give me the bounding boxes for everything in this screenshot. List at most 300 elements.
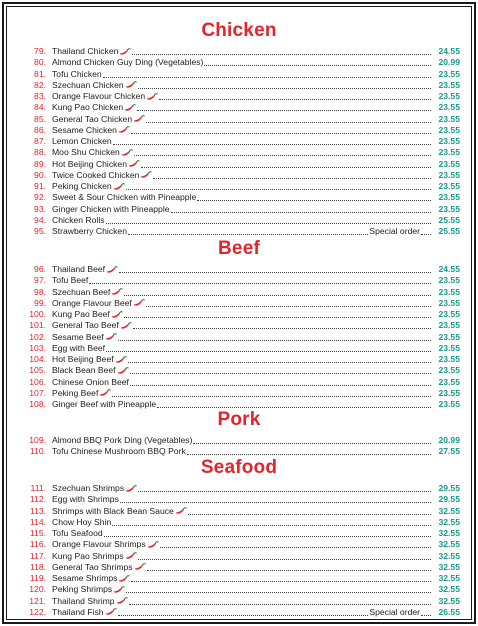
- item-number: 90.: [34, 169, 46, 180]
- menu-item-row: [4, 506, 474, 517]
- chili-pepper-icon: [147, 541, 159, 549]
- menu-item-row: [4, 69, 474, 80]
- item-number: 107.: [29, 387, 46, 398]
- menu-item-row: [4, 332, 474, 343]
- item-price: 23.55: [438, 365, 460, 376]
- chili-pepper-icon: [140, 171, 152, 179]
- section-title-beef: Beef: [218, 238, 260, 259]
- item-number: 99.: [34, 297, 46, 308]
- dot-leader: [119, 266, 431, 273]
- menu-item-row: [4, 354, 474, 365]
- item-line: [52, 365, 432, 376]
- item-price: 32.55: [438, 550, 460, 561]
- item-name: Peking Chicken: [52, 181, 112, 191]
- menu-item-row: [4, 539, 474, 550]
- chili-pepper-icon: [133, 299, 145, 307]
- item-price: 23.55: [438, 203, 460, 214]
- item-number: 121.: [29, 595, 46, 606]
- item-line: [52, 483, 432, 494]
- menu-item-row: [4, 584, 474, 595]
- dot-leader: [103, 71, 431, 78]
- item-note: Special order: [369, 226, 420, 236]
- dot-leader: [113, 138, 431, 145]
- item-number: 101.: [29, 320, 46, 331]
- menu-item-row: [4, 136, 474, 147]
- item-name: Szechuan Shrimps: [52, 483, 125, 493]
- item-name: Tofu Beef: [52, 275, 89, 286]
- item-line: [52, 102, 432, 113]
- item-name: Thailand Chicken: [52, 46, 119, 56]
- item-name: Sesame Chicken: [52, 124, 117, 135]
- item-line: [52, 435, 432, 446]
- dot-leader: [131, 127, 431, 134]
- menu-item-row: [4, 483, 474, 494]
- item-price: 23.55: [438, 68, 460, 79]
- chili-pepper-icon: [146, 93, 158, 101]
- item-line: [52, 69, 432, 80]
- menu-item-row: [4, 204, 474, 215]
- chili-pepper-icon: [121, 149, 133, 157]
- chili-pepper-icon: [116, 597, 128, 605]
- chili-pepper-icon: [105, 608, 117, 616]
- item-number: 115.: [29, 528, 46, 538]
- item-name: Sweet & Sour Chicken with Pineapple: [52, 192, 197, 203]
- item-price: 23.55: [438, 192, 460, 203]
- dot-leader: [153, 172, 431, 179]
- dot-leader: [141, 161, 431, 168]
- chili-pepper-icon: [133, 115, 145, 123]
- dot-leader: [129, 598, 431, 605]
- item-line: [52, 91, 432, 102]
- item-list-pork: [4, 435, 474, 458]
- item-price: 25.55: [438, 214, 460, 225]
- section-seafood: [4, 457, 474, 618]
- item-line: [52, 506, 432, 517]
- item-price: 29.55: [438, 483, 460, 493]
- section-chicken: [4, 20, 474, 237]
- menu-item-row: [4, 494, 474, 505]
- item-name: Hot Beijing Beef: [52, 354, 114, 364]
- dot-leader: [118, 609, 369, 616]
- chili-pepper-icon: [113, 586, 125, 594]
- item-name: Ginger Beef with Pineapple: [52, 399, 157, 409]
- item-name: Tofu Chicken: [52, 68, 102, 79]
- item-number: 120.: [29, 584, 46, 595]
- dot-leader: [134, 149, 431, 156]
- menu-item-row: [4, 551, 474, 562]
- item-number: 95.: [34, 226, 46, 236]
- menu-item-row: [4, 275, 474, 286]
- item-line: [52, 159, 432, 170]
- item-number: 116.: [29, 539, 46, 550]
- item-number: 108.: [29, 399, 46, 409]
- item-name: Egg with Beef: [52, 342, 106, 353]
- item-price: 20.99: [438, 57, 460, 68]
- menu-item-row: [4, 446, 474, 457]
- item-line: [52, 596, 432, 607]
- item-number: 117.: [29, 550, 46, 561]
- item-price: 23.55: [438, 91, 460, 101]
- item-number: 109.: [29, 435, 46, 445]
- item-name: General Tao Beef: [52, 320, 119, 331]
- item-price: 27.55: [438, 446, 460, 457]
- item-line: [52, 181, 432, 192]
- item-number: 100.: [29, 309, 46, 319]
- dot-leader: [138, 485, 431, 492]
- dot-leader: [146, 116, 431, 123]
- item-number: 80.: [34, 57, 46, 68]
- dot-leader: [130, 379, 431, 386]
- menu-item-row: [4, 517, 474, 528]
- item-price: 23.55: [438, 320, 460, 331]
- item-line: [52, 332, 432, 343]
- section-pork: [4, 409, 474, 458]
- item-number: 97.: [34, 275, 46, 286]
- item-number: 89.: [34, 158, 46, 169]
- item-number: 83.: [34, 91, 46, 101]
- item-price: 32.55: [438, 528, 460, 538]
- item-line: [52, 584, 432, 595]
- item-name: Egg with Shrimps: [52, 494, 119, 505]
- item-line: [52, 377, 432, 388]
- item-name: Kung Pao Chicken: [52, 102, 124, 113]
- item-price: 23.55: [438, 124, 460, 135]
- menu-item-row: [4, 147, 474, 158]
- item-line: [52, 562, 432, 573]
- item-number: 102.: [29, 331, 46, 342]
- chili-pepper-icon: [125, 81, 137, 89]
- chili-pepper-icon: [105, 333, 117, 341]
- item-name: General Tao Chicken: [52, 113, 133, 124]
- item-list-beef: [4, 264, 474, 410]
- item-price: 23.55: [438, 354, 460, 364]
- item-price: 32.55: [438, 516, 460, 527]
- menu-item-row: [4, 125, 474, 136]
- dot-leader: [124, 311, 431, 318]
- item-name: Almond Chicken Guy Ding (Vegetables): [52, 57, 204, 68]
- item-name: Almond BBQ Pork Ding (Vegetables): [52, 435, 193, 445]
- item-number: 82.: [34, 79, 46, 90]
- chili-pepper-icon: [118, 575, 130, 583]
- menu-item-row: [4, 102, 474, 113]
- item-name: Orange Flavour Shrimps: [52, 539, 146, 550]
- item-line: [52, 275, 432, 286]
- item-name: Chicken Rolls: [52, 214, 105, 225]
- dot-leader: [138, 82, 431, 89]
- chili-pepper-icon: [128, 160, 140, 168]
- chili-pepper-icon: [117, 367, 129, 375]
- item-price: 23.55: [438, 342, 460, 353]
- dot-leader: [160, 541, 431, 548]
- item-line: [52, 226, 432, 237]
- dot-leader: [132, 48, 431, 55]
- section-beef: [4, 238, 474, 410]
- menu-item-row: [4, 264, 474, 275]
- item-name: Sesame Shrimps: [52, 573, 118, 583]
- chili-pepper-icon: [106, 266, 118, 274]
- chili-pepper-icon: [113, 183, 125, 191]
- menu-item-row: [4, 226, 474, 237]
- dot-leader: [128, 228, 368, 235]
- item-price: 26.55: [438, 606, 460, 617]
- item-price: 32.55: [438, 505, 460, 516]
- item-number: 92.: [34, 192, 46, 203]
- item-line: [52, 192, 432, 203]
- item-name: Ginger Chicken with Pineapple: [52, 203, 170, 214]
- dot-leader: [159, 93, 431, 100]
- item-price: 23.55: [438, 136, 460, 146]
- dot-leader: [126, 183, 431, 190]
- chili-pepper-icon: [118, 126, 130, 134]
- item-price: 20.99: [438, 435, 460, 445]
- item-name: Hot Beijing Chicken: [52, 158, 127, 169]
- dot-leader: [112, 390, 431, 397]
- item-name: Tofu Seafood: [52, 528, 103, 538]
- chili-pepper-icon: [111, 311, 123, 319]
- menu-item-row: [4, 388, 474, 399]
- chili-pepper-icon: [99, 389, 111, 397]
- chili-pepper-icon: [124, 104, 136, 112]
- item-name: Strawberry Chicken: [52, 226, 127, 236]
- dot-leader: [106, 345, 431, 352]
- item-number: 93.: [34, 203, 46, 214]
- item-line: [52, 388, 432, 399]
- item-price: 23.55: [438, 376, 460, 387]
- menu-item-row: [4, 298, 474, 309]
- item-name: Black Bean Beef: [52, 365, 116, 376]
- item-name: Szechuan Beef: [52, 286, 111, 297]
- item-name: Sesame Beef: [52, 331, 104, 342]
- menu-item-row: [4, 562, 474, 573]
- item-number: 98.: [34, 286, 46, 297]
- dot-leader: [147, 564, 431, 571]
- menu-item-row: [4, 287, 474, 298]
- item-price: 23.55: [438, 275, 460, 286]
- item-price: 32.55: [438, 584, 460, 595]
- item-price: 32.55: [438, 539, 460, 550]
- dot-leader: [187, 448, 431, 455]
- menu-item-row: [4, 320, 474, 331]
- chili-pepper-icon: [125, 485, 137, 493]
- dot-leader: [130, 367, 431, 374]
- item-name: Kung Pao Beef: [52, 309, 110, 319]
- item-line: [52, 309, 432, 320]
- item-name: Moo Shu Chicken: [52, 147, 120, 158]
- item-name: Chow Hoy Shin: [52, 516, 112, 527]
- item-name: Thailand Shrimp: [52, 595, 115, 606]
- item-line: [52, 573, 432, 584]
- item-line: [52, 80, 432, 91]
- menu-item-row: [4, 181, 474, 192]
- item-line: [52, 517, 432, 528]
- item-line: [52, 170, 432, 181]
- menu-item-row: [4, 80, 474, 91]
- item-line: [52, 147, 432, 158]
- menu-item-row: [4, 573, 474, 584]
- item-name: General Tao Shrimps: [52, 561, 133, 572]
- menu-item-row: [4, 377, 474, 388]
- item-price: 23.55: [438, 387, 460, 398]
- chili-pepper-icon: [125, 552, 137, 560]
- item-line: [52, 46, 432, 57]
- item-name: Thailand Fish: [52, 606, 104, 617]
- item-price: 23.55: [438, 79, 460, 90]
- item-line: [52, 446, 432, 457]
- menu-item-row: [4, 114, 474, 125]
- item-line: [52, 114, 432, 125]
- menu-item-row: [4, 343, 474, 354]
- chili-pepper-icon: [111, 288, 123, 296]
- item-price: 23.55: [438, 399, 460, 409]
- menu-item-row: [4, 57, 474, 68]
- item-price: 23.55: [438, 309, 460, 319]
- item-line: [52, 264, 432, 275]
- section-title-pork: Pork: [217, 409, 261, 430]
- item-name: Kung Pao Shrimps: [52, 550, 124, 561]
- item-name: Chinese Onion Beef: [52, 376, 129, 387]
- section-title-chicken: Chicken: [201, 20, 277, 41]
- dot-leader: [137, 104, 431, 111]
- item-number: 96.: [34, 264, 46, 274]
- chili-pepper-icon: [115, 356, 127, 364]
- item-number: 119.: [29, 573, 46, 583]
- item-price: 23.55: [438, 169, 460, 180]
- item-name: Orange Flavour Chicken: [52, 91, 146, 101]
- item-number: 110.: [29, 446, 46, 457]
- menu-item-row: [4, 596, 474, 607]
- item-price: 23.55: [438, 102, 460, 113]
- item-price: 23.55: [438, 297, 460, 308]
- item-name: Twice Cooked Chicken: [52, 169, 140, 180]
- dot-leader: [146, 300, 431, 307]
- item-price: 29.55: [438, 494, 460, 505]
- item-price: 23.55: [438, 181, 460, 191]
- item-price: 23.55: [438, 147, 460, 158]
- chili-pepper-icon: [175, 507, 187, 515]
- item-price: 24.55: [438, 264, 460, 274]
- item-number: 122.: [29, 606, 46, 617]
- item-number: 87.: [34, 136, 46, 146]
- item-name: Peking Beef: [52, 387, 99, 398]
- item-line: [52, 539, 432, 550]
- item-line: [52, 125, 432, 136]
- dot-leader: [120, 496, 431, 503]
- chili-pepper-icon: [119, 48, 131, 56]
- item-number: 85.: [34, 113, 46, 124]
- item-number: 88.: [34, 147, 46, 158]
- dot-leader: [89, 277, 431, 284]
- item-number: 106.: [29, 376, 46, 387]
- menu-item-row: [4, 435, 474, 446]
- item-line: [52, 204, 432, 215]
- menu-item-row: [4, 192, 474, 203]
- chili-pepper-icon: [134, 563, 146, 571]
- item-number: 81.: [34, 68, 46, 79]
- section-title-seafood: Seafood: [200, 457, 278, 478]
- dot-leader: [138, 553, 431, 560]
- menu-page: [2, 2, 476, 624]
- dot-leader: [118, 334, 431, 341]
- item-number: 104.: [29, 354, 46, 364]
- item-number: 94.: [34, 214, 46, 225]
- menu-item-row: [4, 159, 474, 170]
- item-name: Tofu Chinese Mushroom BBQ Pork: [52, 446, 186, 457]
- dot-leader: [104, 530, 431, 537]
- item-price: 32.55: [438, 561, 460, 572]
- menu-item-row: [4, 607, 474, 618]
- item-number: 114.: [29, 516, 46, 527]
- item-number: 84.: [34, 102, 46, 113]
- item-line: [52, 607, 432, 618]
- item-number: 86.: [34, 124, 46, 135]
- item-number: 91.: [34, 181, 46, 191]
- item-note: Special order: [369, 606, 420, 617]
- menu-item-row: [4, 46, 474, 57]
- item-number: 79.: [34, 46, 46, 56]
- item-number: 113.: [29, 505, 46, 516]
- item-number: 118.: [29, 561, 46, 572]
- item-number: 103.: [29, 342, 46, 353]
- dot-leader: [124, 289, 431, 296]
- item-name: Lemon Chicken: [52, 136, 112, 146]
- item-line: [52, 494, 432, 505]
- dot-leader: [131, 575, 431, 582]
- item-line: [52, 57, 432, 68]
- menu-item-row: [4, 309, 474, 320]
- item-price: 32.55: [438, 573, 460, 583]
- menu-item-row: [4, 215, 474, 226]
- dot-leader: [157, 401, 431, 408]
- item-name: Peking Shrimps: [52, 584, 113, 595]
- item-price: 23.55: [438, 158, 460, 169]
- item-line: [52, 551, 432, 562]
- item-line: [52, 136, 432, 147]
- item-price: 25.55: [438, 226, 460, 236]
- item-price: 24.55: [438, 46, 460, 56]
- item-price: 32.55: [438, 595, 460, 606]
- item-line: [52, 320, 432, 331]
- item-list-chicken: [4, 46, 474, 237]
- item-name: Szechuan Chicken: [52, 79, 124, 90]
- item-line: [52, 298, 432, 309]
- menu-item-row: [4, 528, 474, 539]
- item-name: Orange Flavour Beef: [52, 297, 132, 308]
- dot-leader: [197, 194, 431, 201]
- menu-item-row: [4, 91, 474, 102]
- item-price: 23.55: [438, 113, 460, 124]
- dot-leader: [188, 508, 431, 515]
- dot-leader: [126, 586, 431, 593]
- item-price: 23.55: [438, 331, 460, 342]
- item-number: 111.: [30, 483, 46, 493]
- dot-leader: [112, 519, 431, 526]
- item-line: [52, 343, 432, 354]
- dot-leader: [133, 322, 431, 329]
- menu-item-row: [4, 170, 474, 181]
- dot-leader: [106, 217, 431, 224]
- item-number: 105.: [29, 365, 46, 376]
- item-name: Thailand Beef: [52, 264, 106, 274]
- chili-pepper-icon: [120, 322, 132, 330]
- menu-item-row: [4, 365, 474, 376]
- item-line: [52, 287, 432, 298]
- dot-leader: [128, 356, 431, 363]
- item-line: [52, 215, 432, 226]
- item-price: 23.55: [438, 286, 460, 297]
- item-number: 112.: [29, 494, 46, 505]
- item-list-seafood: [4, 483, 474, 618]
- dot-leader: [204, 59, 431, 66]
